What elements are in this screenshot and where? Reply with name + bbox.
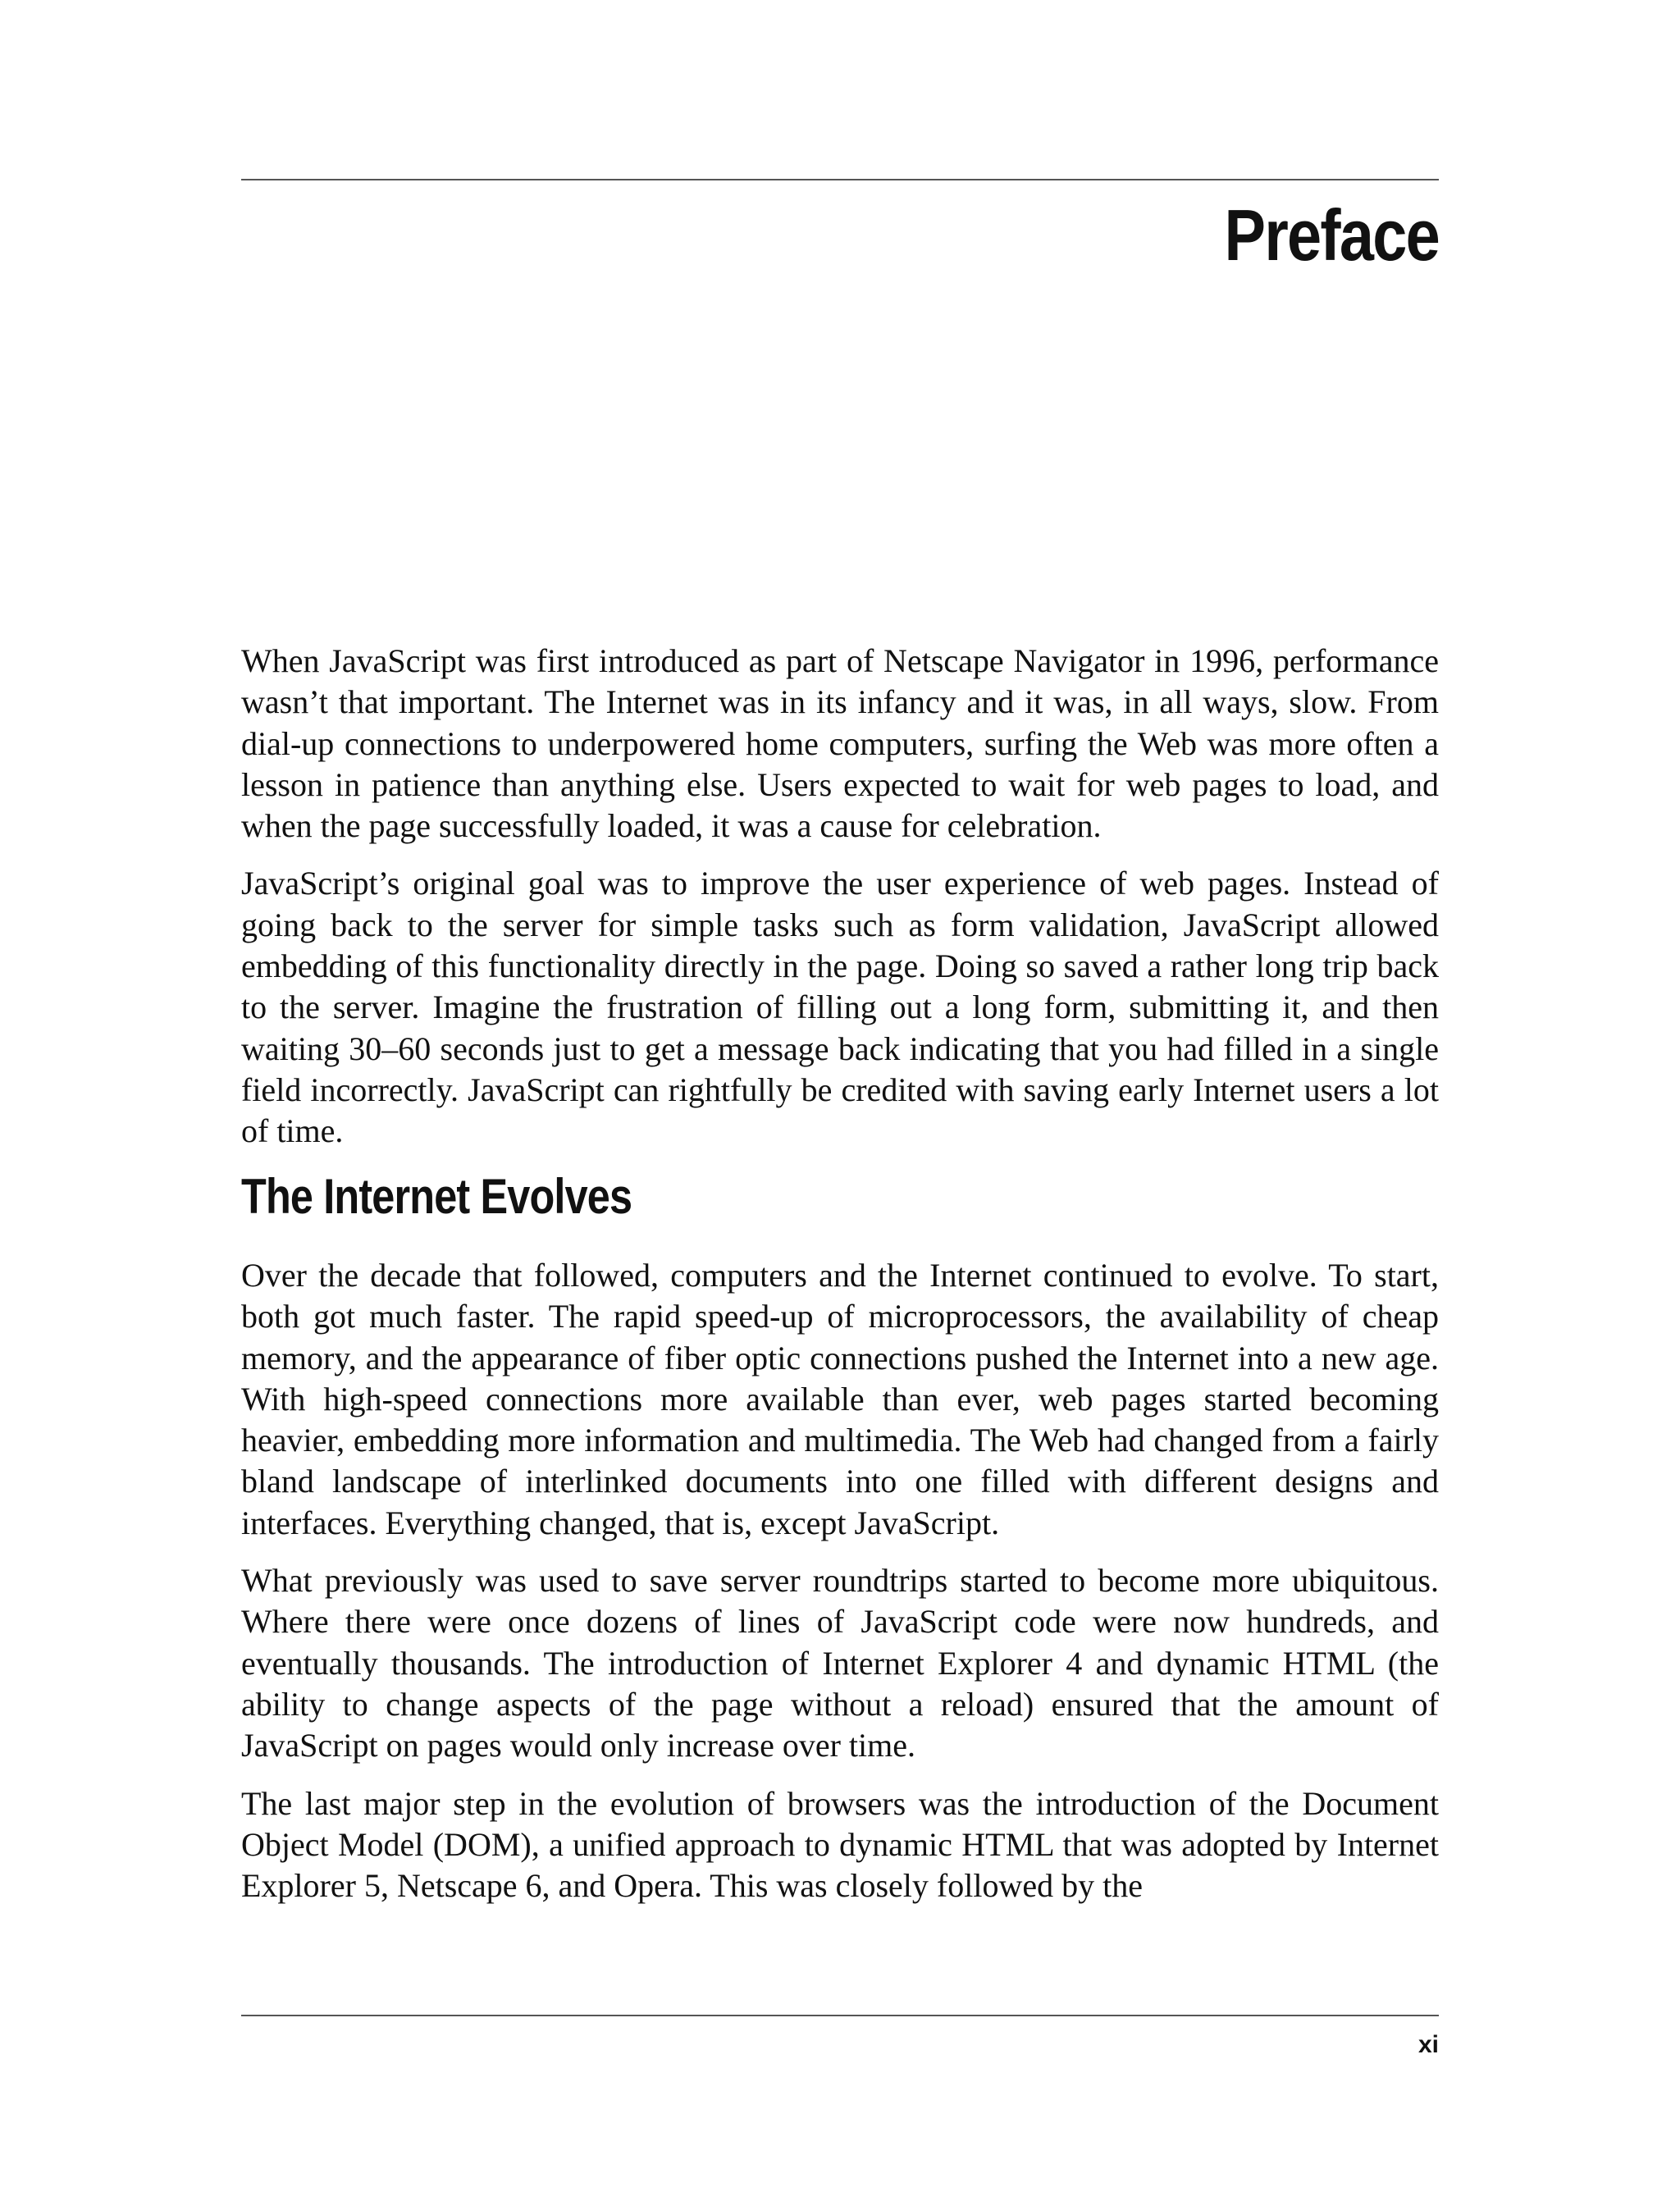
- paragraph: When JavaScript was first introduced as part of Netscape Navigator in 1996, performance wasn’t that important. The Internet was in its infancy and it was, in all ways, slow. From dial-up connections to underpowered home computers, surfing the Web was more often a lesson in patience than anything else. Users expected to wait for web pages to load, and when the page successfully loaded, it was a cause for celebration.: [241, 642, 1439, 845]
- section-heading: The Internet Evolves: [241, 1169, 632, 1224]
- chapter-title: Preface: [1224, 194, 1439, 276]
- paragraph: Over the decade that followed, computers and the Internet continued to evolve. To start, both got much faster. The rapid speed-up of microprocessors, the availability of cheap memory, and the appearance of fiber optic connections pushed the Internet into a new age. With high-speed connections more available than ever, web pages started becoming heavier, embedding more information and multimedia. The Web had changed from a fairly bland landscape of interlinked documents into one filled with different designs and interfaces. Everything changed, that is, except JavaScript.: [241, 1257, 1439, 1541]
- intro-text: [241, 641, 1439, 1169]
- bottom-rule: [241, 2015, 1439, 2016]
- top-rule: [241, 179, 1439, 180]
- paragraph: JavaScript’s original goal was to improve the user experience of web pages. Instead of going back to the server for simple tasks such as form validation, JavaScript allowed embedding of this functionality directly in the page. Doing so saved a rather long trip back to the server. Imagine the frustration of filling out a long form, submitting it, and then waiting 30–60 seconds just to get a message back indicating that you had filled in a single field incorrectly. JavaScript can rightfully be credited with saving early Internet users a lot of time.: [241, 865, 1439, 1150]
- section-text: [241, 1255, 1439, 1923]
- paragraph: The last major step in the evolution of browsers was the introduction of the Document Object Model (DOM), a unified approach to dynamic HTML that was adopted by Internet Explorer 5, Netscape 6, and Opera. This was closely followed by the: [241, 1784, 1439, 1905]
- paragraph: What previously was used to save server roundtrips started to become more ubiquitous. Where there were once dozens of lines of JavaScript code were now hundreds, and eventually thousands. The introduction of Internet Explorer 4 and dynamic HTML (the ability to change aspects of the page without a reload) ensured that the amount of JavaScript on pages would only increase over time.: [241, 1562, 1439, 1764]
- page-number: xi: [1418, 2031, 1439, 2058]
